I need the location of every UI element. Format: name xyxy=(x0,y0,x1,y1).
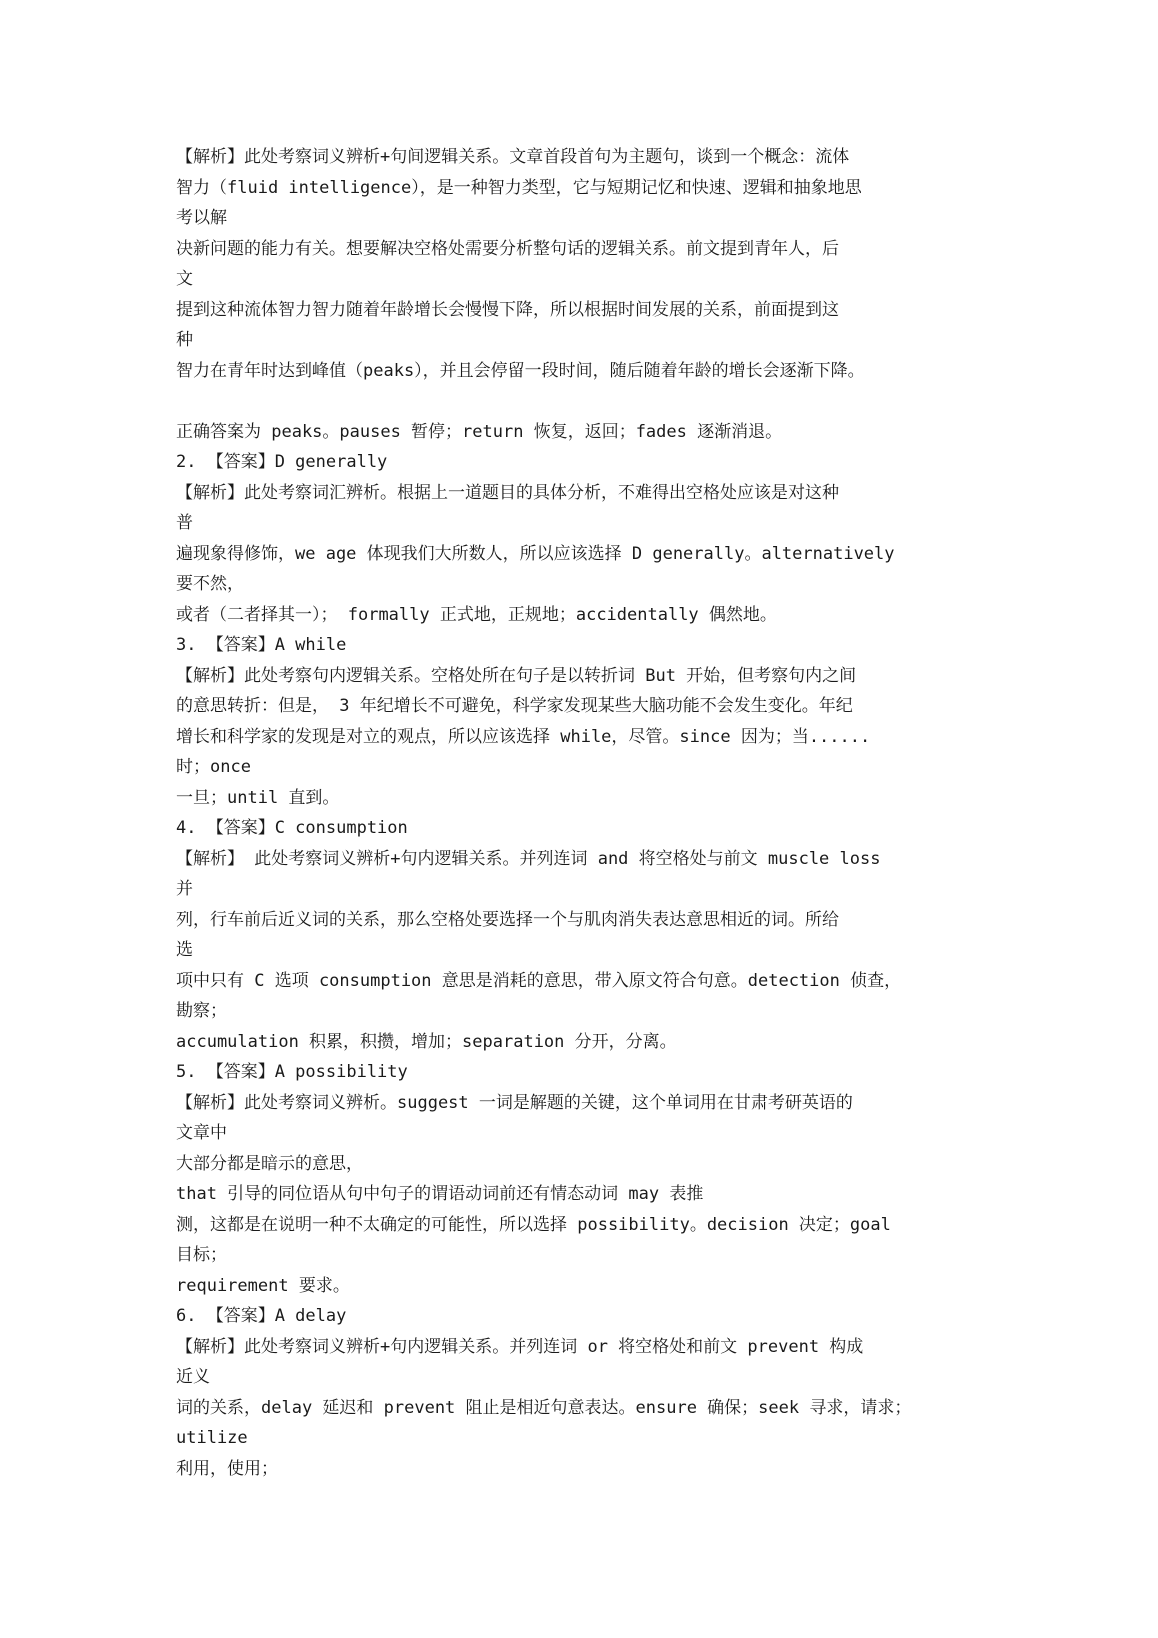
paragraph-line: 并 xyxy=(176,879,193,899)
paragraph-line: 【解析】此处考察词义辨析+句内逻辑关系。并列连词 or 将空格处和前文 prevent 构成 xyxy=(176,1336,864,1357)
paragraph-line: 文章中 xyxy=(176,1123,227,1143)
paragraph-line: 时；once xyxy=(176,757,251,777)
paragraph-line: 【解析】此处考察词义辨析。suggest 一词是解题的关键，这个单词用在甘肃考研英语的 xyxy=(176,1092,853,1113)
paragraph-line: 提到这种流体智力智力随着年龄增长会慢慢下降，所以根据时间发展的关系，前面提到这 xyxy=(176,299,839,320)
answer-line: 正确答案为 peaks。pauses 暂停；return 恢复，返回；fades 逐渐消退。 xyxy=(176,421,783,442)
paragraph-line: 遍现象得修饰，we age 体现我们大所数人，所以应该选择 D generally。alternatively xyxy=(176,543,895,564)
paragraph-line: 项中只有 C 选项 consumption 意思是消耗的意思，带入原文符合句意。detection 侦查， xyxy=(176,970,902,991)
paragraph-line: 词的关系，delay 延迟和 prevent 阻止是相近句意表达。ensure 确保；seek 寻求，请求； xyxy=(176,1397,912,1418)
paragraph-line: 的意思转折：但是， 3 年纪增长不可避免，科学家发现某些大脑功能不会发生变化。年纪 xyxy=(176,696,853,716)
paragraph-line: 目标； xyxy=(176,1245,227,1265)
paragraph-line: 【解析】此处考察词义辨析+句间逻辑关系。文章首段首句为主题句，谈到一个概念：流体 xyxy=(176,147,850,167)
paragraph-line: 考以解 xyxy=(176,208,227,228)
paragraph-line: 智力（fluid intelligence），是一种智力类型，它与短期记忆和快速、逻辑和抽象地思 xyxy=(176,177,862,198)
answer-heading: 3. 【答案】A while xyxy=(176,635,347,655)
paragraph-line: 或者（二者择其一）； formally 正式地，正规地；accidentally 偶然地。 xyxy=(176,604,777,625)
paragraph-line: utilize xyxy=(176,1428,248,1448)
answer-heading: 6. 【答案】A delay xyxy=(176,1306,347,1326)
paragraph-line: requirement 要求。 xyxy=(176,1275,350,1296)
paragraph-line: 【解析】此处考察词汇辨析。根据上一道题目的具体分析，不难得出空格处应该是对这种 xyxy=(176,482,839,503)
paragraph-line: 【解析】此处考察句内逻辑关系。空格处所在句子是以转折词 But 开始，但考察句内之间 xyxy=(176,665,857,686)
paragraph-line: 文 xyxy=(176,269,193,289)
paragraph-line: accumulation 积累，积攒，增加；separation 分开，分离。 xyxy=(176,1031,677,1052)
paragraph-line: 近义 xyxy=(176,1367,210,1387)
answer-heading: 4. 【答案】C consumption xyxy=(176,818,408,838)
paragraph-line: that 引导的同位语从句中句子的谓语动词前还有情态动词 may 表推 xyxy=(176,1184,704,1204)
paragraph-line: 测，这都是在说明一种不太确定的可能性，所以选择 possibility。decision 决定；goal xyxy=(176,1214,891,1235)
paragraph-line: 【解析】 此处考察词义辨析+句内逻辑关系。并列连词 and 将空格处与前文 muscle loss xyxy=(176,848,881,869)
blank-line xyxy=(176,386,996,417)
answer-heading: 5. 【答案】A possibility xyxy=(176,1062,408,1082)
paragraph-line: 要不然， xyxy=(176,574,244,594)
paragraph-line: 利用，使用； xyxy=(176,1458,278,1479)
paragraph-line: 勘察； xyxy=(176,1001,227,1021)
paragraph-line: 一旦；until 直到。 xyxy=(176,787,340,808)
paragraph-line: 种 xyxy=(176,330,193,350)
paragraph-line: 智力在青年时达到峰值（peaks），并且会停留一段时间，随后随着年龄的增长会逐渐下降。 xyxy=(176,360,865,381)
answer-heading: 2. 【答案】D generally xyxy=(176,452,388,472)
paragraph-line: 列，行车前后近义词的关系，那么空格处要选择一个与肌肉消失表达意思相近的词。所给 xyxy=(176,909,839,930)
paragraph-line: 选 xyxy=(176,940,193,960)
paragraph-line: 增长和科学家的发现是对立的观点，所以应该选择 while，尽管。since 因为；当...... xyxy=(176,726,871,747)
paragraph-line: 大部分都是暗示的意思， xyxy=(176,1153,363,1174)
document-body xyxy=(176,142,996,1484)
paragraph-line: 普 xyxy=(176,513,193,533)
paragraph-line: 决新问题的能力有关。想要解决空格处需要分析整句话的逻辑关系。前文提到青年人，后 xyxy=(176,238,839,259)
